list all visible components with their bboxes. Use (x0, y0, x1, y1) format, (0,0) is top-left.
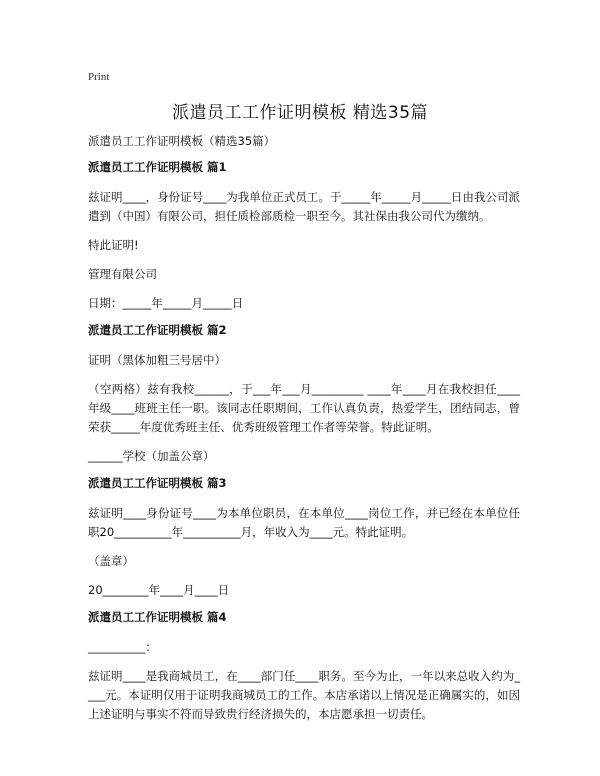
paragraph: 特此证明! (88, 238, 139, 252)
section-4 (88, 610, 520, 724)
paragraph: 管理有限公司 (88, 267, 157, 281)
paragraph: 20________年____月____日 (88, 583, 230, 597)
section-heading: 派遣员工工作证明模板 篇3 (88, 476, 227, 490)
document-body (88, 160, 520, 734)
page-title: 派遣员工工作证明模板 精选35篇 (171, 103, 429, 123)
print-label[interactable]: Print (88, 71, 110, 83)
paragraph: （盖章） (88, 554, 134, 568)
section-heading: 派遣员工工作证明模板 篇4 (88, 610, 227, 624)
section-2 (88, 323, 520, 466)
paragraph: （空两格）兹有我校______，于___年___月_________ ____年____月在我校担任____年级____班班主任一职。该同志任职期间，工作认真负责，热爱学生，团结同志，曾荣获_____年度优秀班主任、优秀班级管理工作者等荣誉。特此证明。 (88, 382, 520, 434)
section-1 (88, 160, 520, 313)
paragraph: 证明（黑体加粗三号居中） (88, 353, 226, 367)
section-heading: 派遣员工工作证明模板 篇1 (88, 160, 227, 174)
paragraph: 日期：_____年_____月_____日 (88, 296, 244, 310)
section-3 (88, 476, 520, 600)
paragraph: ______学校（加盖公章） (88, 449, 215, 463)
paragraph: 兹证明____身份证号____为本单位职员，在本单位____岗位工作，并已经在本单位任职20__________年__________月，年收入为____元。特此证明。 (88, 506, 520, 539)
paragraph: 兹证明____是我商城员工，在____部门任____职务。至今为止，一年以来总收入约为____元。本证明仅用于证明我商城员工的工作。本店承诺以上情况是正确属实的，如因上述证明与事实不符而导致贵行经济损失的，本店愿承担一切责任。 (88, 669, 520, 721)
paragraph: __________： (88, 640, 157, 654)
document-subtitle: 派遣员工工作证明模板（精选35篇） (88, 134, 276, 148)
section-heading: 派遣员工工作证明模板 篇2 (88, 323, 227, 337)
paragraph: 兹证明____，身份证号____为我单位正式员工。于_____年_____月_____日由我公司派遣到（中国）有限公司，担任质检部质检一职至今。其社保由我公司代为缴纳。 (88, 190, 520, 223)
